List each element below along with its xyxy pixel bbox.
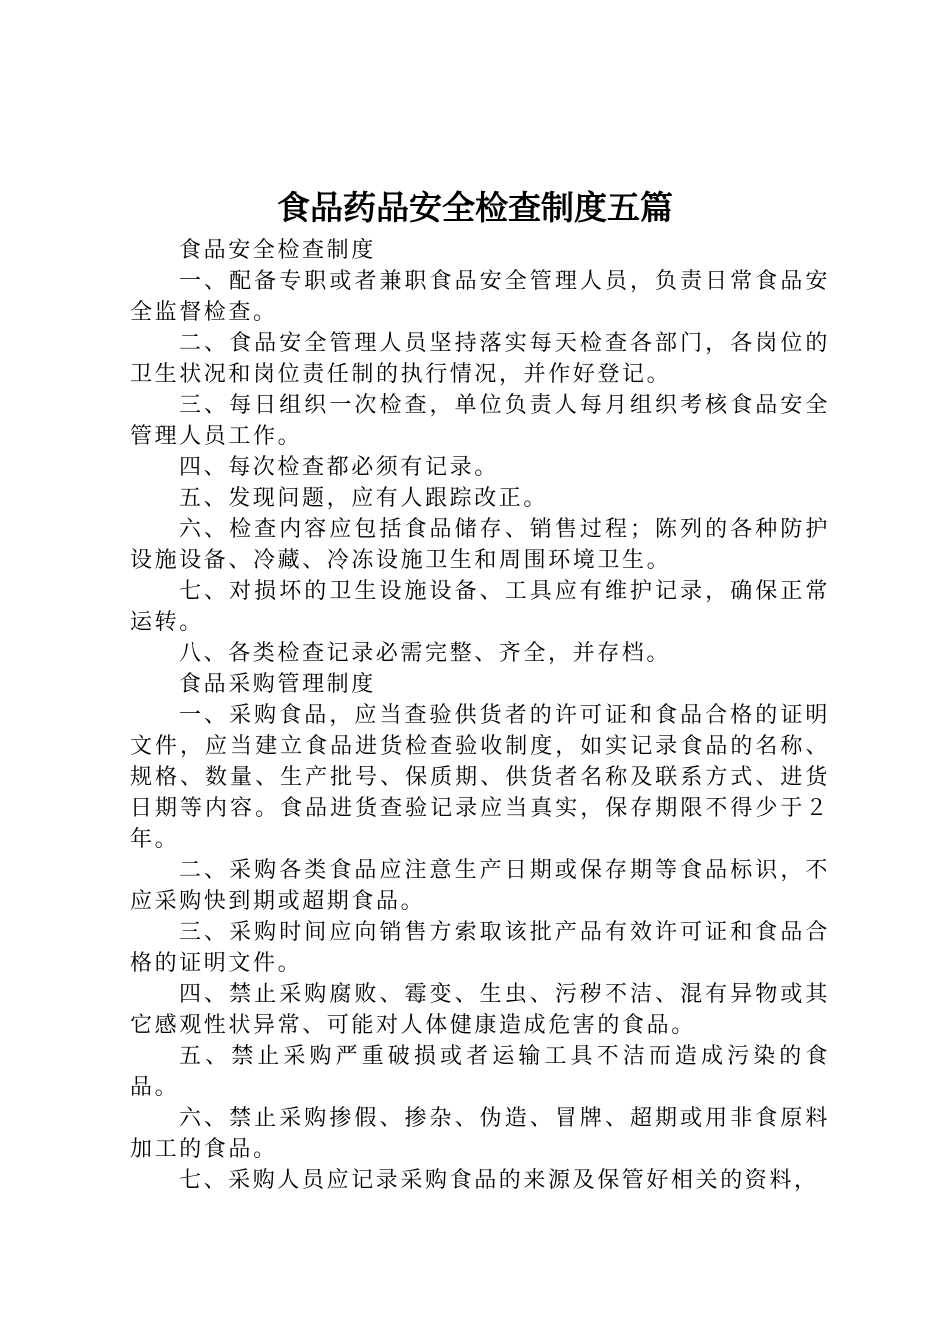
paragraph: 四、禁止采购腐败、霉变、生虫、污秽不洁、混有异物或其它感观性状异常、可能对人体健康造成危害的食品。	[130, 982, 830, 1038]
section-heading-inspection: 食品安全检查制度	[179, 238, 376, 263]
paragraph: 四、每次检查都必须有记录。	[179, 455, 499, 480]
section-heading-procurement: 食品采购管理制度	[179, 672, 376, 697]
paragraph: 五、禁止采购严重破损或者运输工具不洁而造成污染的食品。	[130, 1044, 830, 1100]
paragraph: 一、采购食品，应当查验供货者的许可证和食品合格的证明文件，应当建立食品进货检查验收制度，如实记录食品的名称、规格、数量、生产批号、保质期、供货者名称及联系方式、进货日期等内容。食品进货查验记录应当真实，保存期限不得少于２年。	[130, 703, 830, 852]
paragraph: 七、对损坏的卫生设施设备、工具应有维护记录，确保正常运转。	[130, 579, 830, 635]
document-title: 食品药品安全检查制度五篇	[277, 188, 673, 227]
paragraph: 三、每日组织一次检查，单位负责人每月组织考核食品安全管理人员工作。	[130, 393, 830, 449]
paragraph: 三、采购时间应向销售方索取该批产品有效许可证和食品合格的证明文件。	[130, 920, 830, 976]
paragraph: 五、发现问题，应有人跟踪改正。	[179, 486, 549, 511]
paragraph: 二、食品安全管理人员坚持落实每天检查各部门，各岗位的卫生状况和岗位责任制的执行情况，并作好登记。	[130, 331, 830, 387]
paragraph: 二、采购各类食品应注意生产日期或保存期等食品标识，不应采购快到期或超期食品。	[130, 858, 830, 914]
document-body	[130, 235, 830, 1196]
paragraph: 八、各类检查记录必需完整、齐全，并存档。	[179, 641, 672, 666]
paragraph: 六、禁止采购掺假、掺杂、伪造、冒牌、超期或用非食原料加工的食品。	[130, 1106, 830, 1162]
paragraph: 一、配备专职或者兼职食品安全管理人员，负责日常食品安全监督检查。	[130, 269, 830, 325]
paragraph: 六、检查内容应包括食品储存、销售过程；陈列的各种防护设施设备、冷藏、冷冻设施卫生和周围环境卫生。	[130, 517, 830, 573]
paragraph: 七、采购人员应记录采购食品的来源及保管好相关的资料，	[179, 1168, 819, 1193]
